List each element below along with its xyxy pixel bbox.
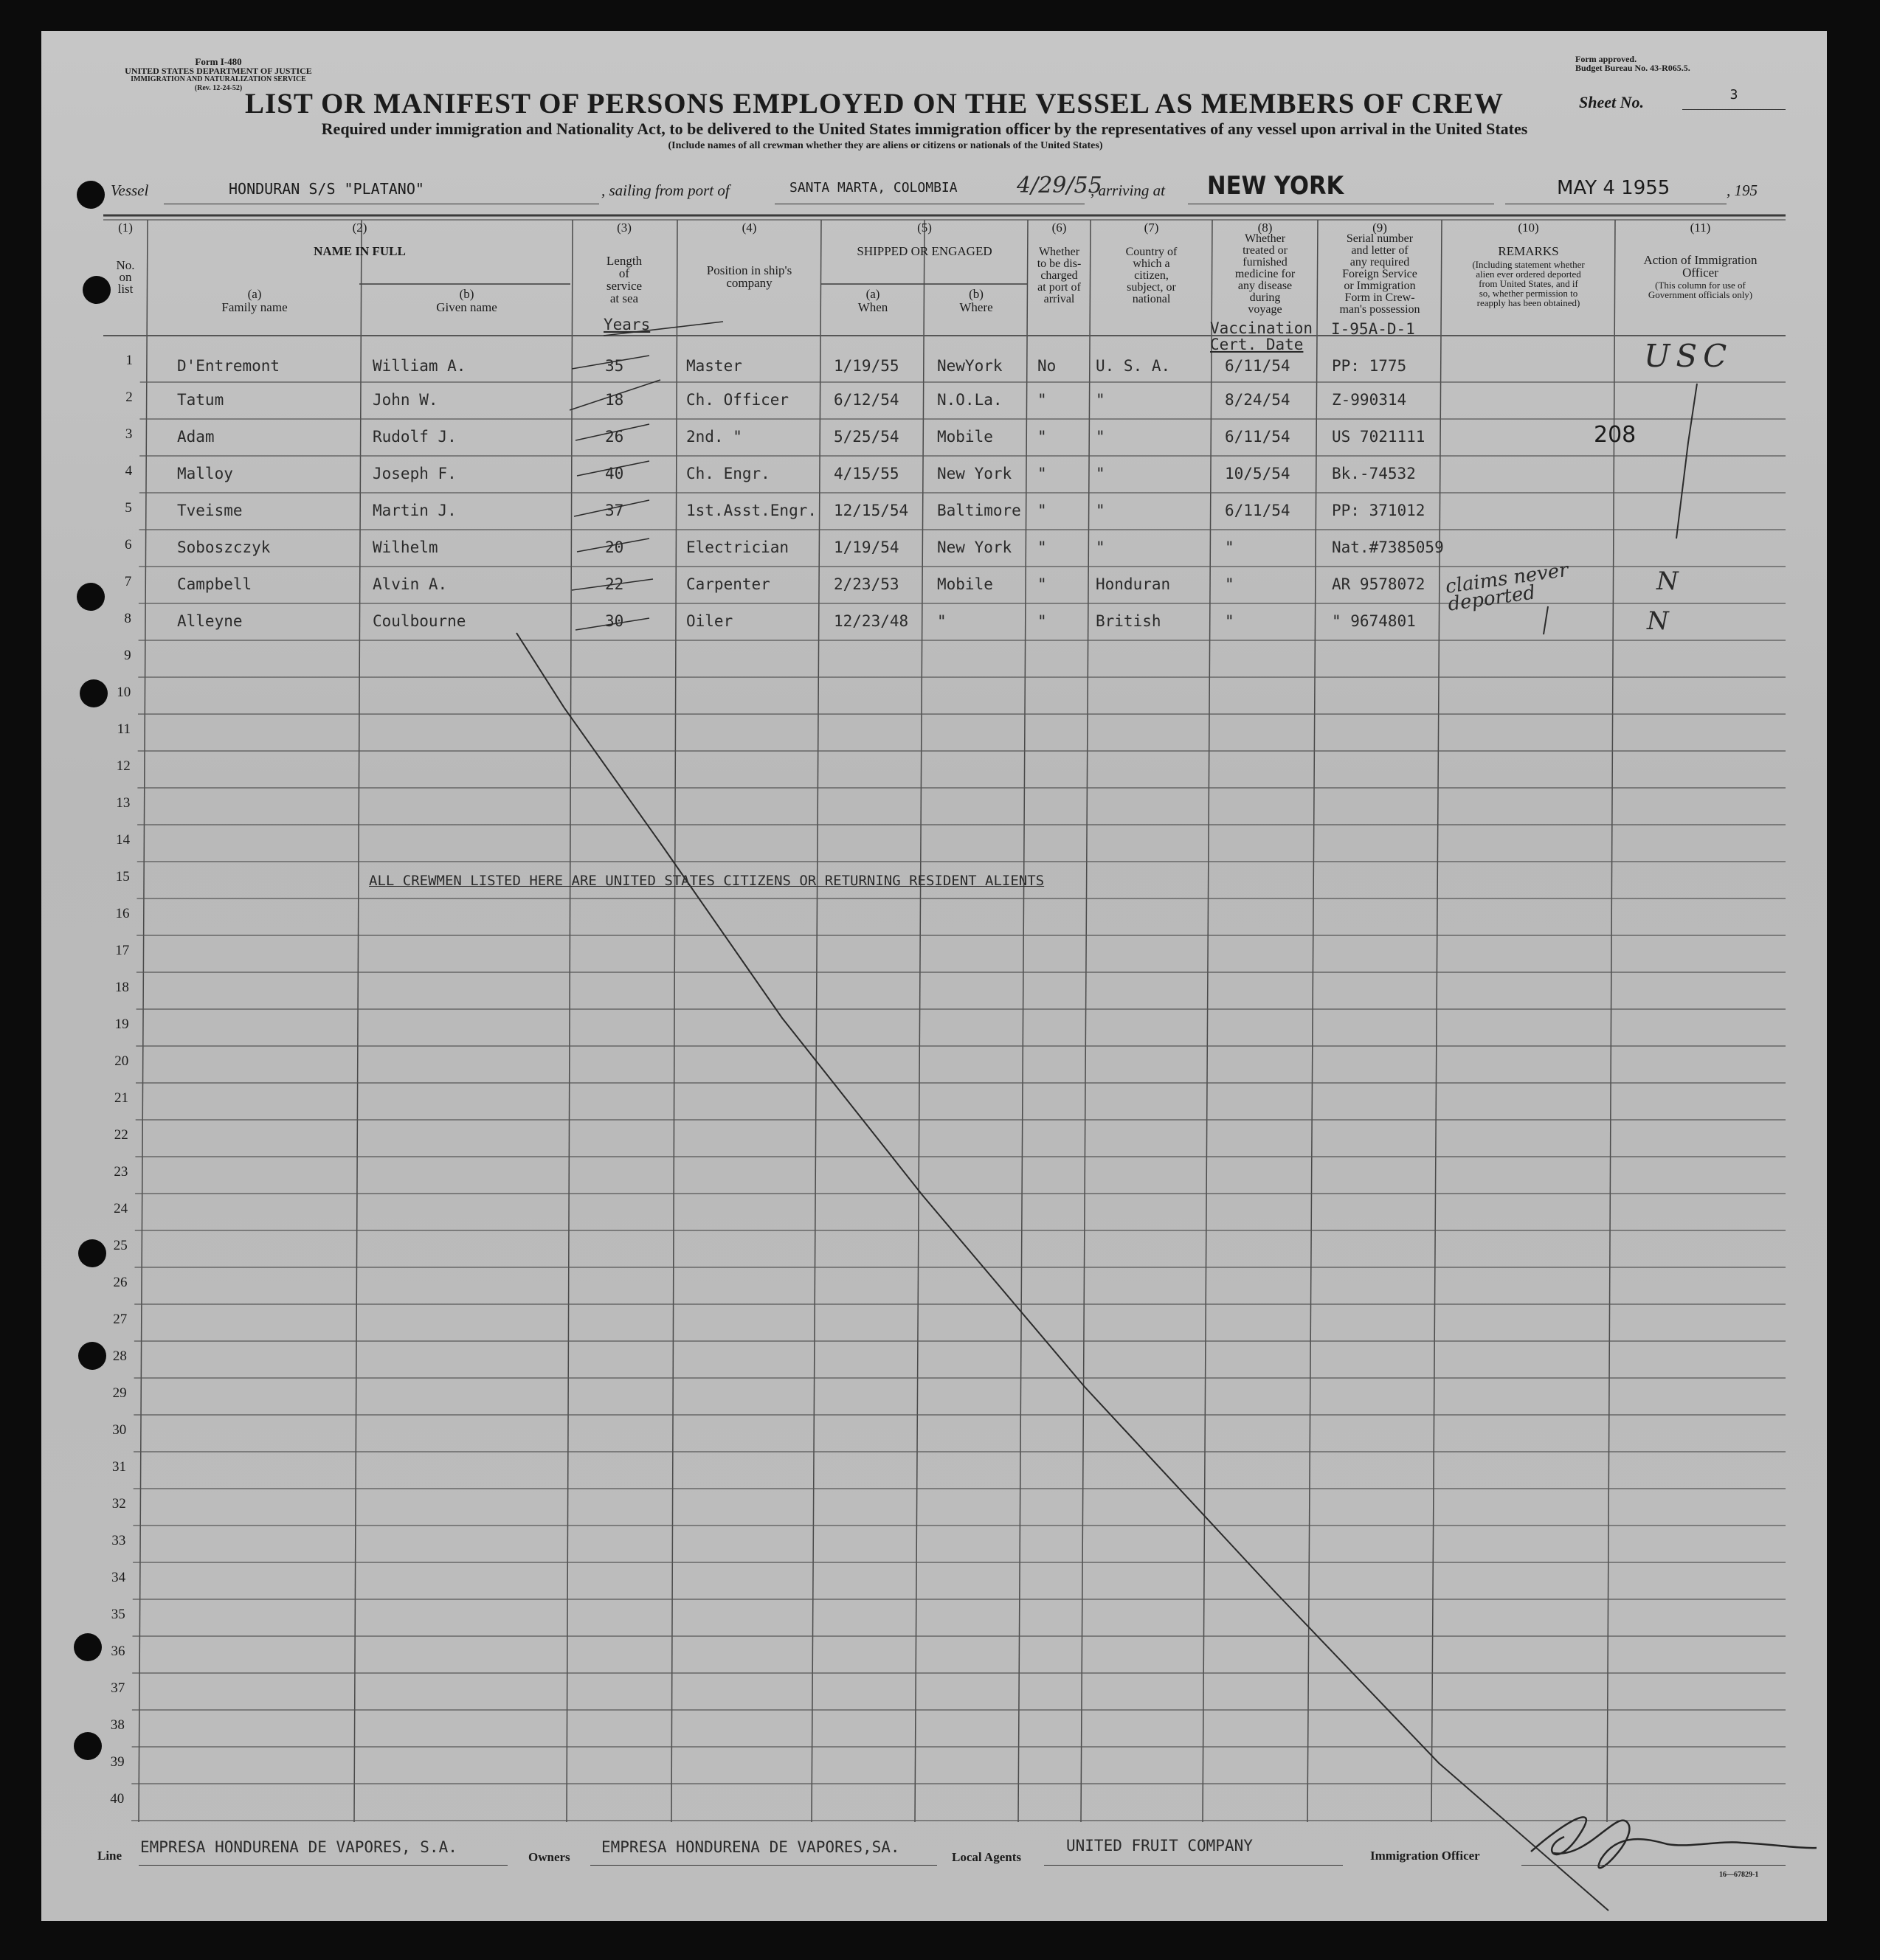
col10-note-line: so, whether permission to (1479, 288, 1578, 299)
col4-num: (4) (742, 221, 757, 235)
row-number: 26 (113, 1275, 128, 1290)
officer-underline (1521, 1865, 1786, 1866)
col6-line: charged (1040, 269, 1078, 282)
year-suffix: , 195 (1727, 181, 1758, 199)
col8-typed (1210, 320, 1313, 353)
col7-line: which a (1133, 257, 1170, 270)
row-number: 20 (114, 1053, 129, 1069)
cell-shipped-when: 4/15/55 (834, 465, 899, 482)
col11-num: (11) (1690, 221, 1711, 235)
cell-discharged: " (1037, 575, 1047, 593)
print-code: 16—67829-1 (1719, 1871, 1759, 1879)
col5-num: (5) (917, 221, 932, 235)
col9-line: Serial number (1346, 232, 1414, 245)
col10-note-line: reapply has been obtained) (1476, 297, 1580, 308)
sheet-no-value: 3 (1682, 87, 1786, 110)
cell-serial-number: Bk.-74532 (1332, 465, 1416, 482)
cell-serial-number: AR 9578072 (1332, 575, 1425, 593)
cell-vaccination-date: 6/11/54 (1225, 502, 1290, 519)
col6-line: arrival (1043, 293, 1075, 305)
row-number: 35 (111, 1607, 125, 1622)
cell-given-name: Wilhelm (373, 539, 438, 556)
budget-bureau-no: Budget Bureau No. 43-R065.5. (1575, 63, 1690, 73)
row-number: 30 (112, 1422, 127, 1438)
row-number: 22 (114, 1127, 128, 1143)
cell-years-service: 18 (605, 391, 624, 409)
cell-shipped-where: " (937, 612, 947, 630)
cell-country: Honduran (1096, 575, 1171, 593)
cell-years-service: 30 (605, 612, 624, 630)
remarks-bracket (1544, 606, 1548, 634)
col9-typed: I-95A-D-1 (1331, 320, 1415, 338)
line-label: Line (97, 1849, 122, 1863)
col8-line: any disease (1237, 280, 1293, 292)
col9-line: any required (1349, 256, 1410, 269)
arriving-at: NEW YORK (1207, 171, 1344, 201)
service: IMMIGRATION AND NATURALIZATION SERVICE (131, 75, 306, 83)
sailing-label: , sailing from port of (601, 181, 730, 199)
cell-country: " (1096, 539, 1105, 556)
row-number: 6 (125, 537, 132, 553)
cell-vaccination-date: " (1225, 575, 1234, 593)
col9-line: and letter of (1351, 244, 1409, 257)
agents-value: UNITED FRUIT COMPANY (1066, 1837, 1253, 1855)
arriving-label: , arriving at (1091, 181, 1165, 199)
row-number: 4 (125, 463, 133, 479)
cell-country: U. S. A. (1096, 357, 1171, 375)
col8-line: treated or (1243, 244, 1288, 257)
row-number: 2 (125, 389, 133, 405)
column-line (567, 220, 573, 1822)
col6-num: (6) (1051, 221, 1067, 235)
sailing-from: SANTA MARTA, COLOMBIA (789, 180, 958, 195)
officer-mark-row7: N (1656, 567, 1679, 596)
cell-years-service: 26 (605, 428, 624, 446)
cell-given-name: John W. (373, 391, 438, 409)
cell-family-name: Soboszczyk (177, 539, 271, 556)
col5-header: SHIPPED OR ENGAGED (857, 244, 992, 258)
col3-num: (3) (617, 221, 632, 235)
officer-check-stroke (1676, 384, 1697, 539)
cell-shipped-when: 12/15/54 (834, 502, 909, 519)
cell-years-service: 40 (605, 465, 624, 482)
col8-line: furnished (1243, 256, 1288, 269)
officer-signature (1531, 1817, 1817, 1868)
cell-vaccination-date: " (1225, 612, 1234, 630)
column-line (1307, 220, 1318, 1822)
cell-years-service: 20 (605, 539, 624, 556)
cell-family-name: Campbell (177, 575, 252, 593)
col10-num: (10) (1518, 221, 1539, 235)
row-number: 25 (113, 1238, 128, 1253)
col9-line: man's possession (1339, 303, 1420, 316)
row-number: 15 (115, 869, 130, 884)
col7-line: Country of (1125, 246, 1178, 258)
cell-discharged: " (1037, 612, 1047, 630)
cell-shipped-where: NewYork (937, 357, 1003, 375)
cell-position: Master (686, 357, 742, 375)
col7-num: (7) (1144, 221, 1159, 235)
cell-given-name: Coulbourne (373, 612, 466, 630)
cell-shipped-when: 1/19/55 (834, 357, 899, 375)
row-number: 9 (124, 648, 131, 663)
cell-serial-number: PP: 1775 (1332, 357, 1407, 375)
col9-header (1318, 233, 1442, 316)
col1-num: (1) (118, 221, 133, 235)
vessel-label: Vessel (111, 181, 149, 199)
cell-shipped-when: 5/25/54 (834, 428, 899, 446)
sailing-date-handwritten: 4/29/55 (1017, 173, 1102, 198)
row-number: 27 (113, 1312, 128, 1327)
citizens-statement: ALL CREWMEN LISTED HERE ARE UNITED STATES CITIZENS OR RETURNING RESIDENT ALIENTS (369, 873, 1045, 889)
row-number: 14 (116, 832, 131, 848)
col2-num: (2) (352, 221, 367, 235)
cell-shipped-where: Mobile (937, 575, 993, 593)
subtitle: Required under immigration and Nationality Act, to be delivered to the United States immigration officer by the representatives of any vessel upon arrival in the United States (321, 120, 1528, 138)
col11-header (1615, 254, 1786, 279)
col2-header: NAME IN FULL (314, 244, 406, 258)
cell-years-service: 35 (605, 357, 624, 375)
cell-country: " (1096, 465, 1105, 482)
row-number: 8 (124, 611, 131, 626)
col6-line: Whether (1038, 246, 1080, 258)
cell-vaccination-date: 10/5/54 (1225, 465, 1290, 482)
line-value: EMPRESA HONDURENA DE VAPORES, S.A. (140, 1838, 457, 1856)
row-number: 40 (110, 1791, 125, 1807)
cell-discharged: " (1037, 391, 1047, 409)
col6-header (1028, 246, 1091, 305)
col9-line: or Immigration (1344, 280, 1416, 292)
cell-shipped-where: New York (937, 539, 1012, 556)
col8-header (1212, 233, 1318, 316)
column-line (671, 220, 677, 1822)
row-number: 19 (114, 1017, 129, 1032)
col8-typed-line: Cert. Date (1210, 336, 1304, 353)
cell-shipped-where: Mobile (937, 428, 993, 446)
col1-line: No. (116, 258, 135, 272)
page-title: LIST OR MANIFEST OF PERSONS EMPLOYED ON THE VESSEL AS MEMBERS OF CREW (245, 88, 1504, 120)
cell-shipped-where: New York (937, 465, 1012, 482)
cell-years-service: 22 (605, 575, 624, 593)
cell-shipped-where: N.O.La. (937, 391, 1003, 409)
cell-discharged: " (1037, 428, 1047, 446)
col8-line: medicine for (1234, 268, 1296, 280)
col10-note-line: (Including statement whether (1472, 259, 1585, 270)
row-number: 16 (115, 906, 130, 921)
vessel-name: HONDURAN S/S "PLATANO" (229, 180, 424, 198)
row-number: 12 (116, 758, 131, 774)
col1-header (111, 260, 140, 295)
officer-mark-row8: N (1647, 606, 1669, 636)
col10-note-line: alien ever ordered deported (1476, 269, 1581, 280)
cell-given-name: Martin J. (373, 502, 457, 519)
cell-position: Ch. Officer (686, 391, 789, 409)
col9-line: Foreign Service (1342, 268, 1417, 280)
col5a-header: When (857, 300, 888, 314)
cell-position: 1st.Asst.Engr. (686, 502, 818, 519)
cell-country: " (1096, 502, 1105, 519)
agents-label: Local Agents (952, 1850, 1021, 1864)
row-number: 36 (111, 1644, 125, 1659)
cell-position: 2nd. " (686, 428, 742, 446)
cell-serial-number: US 7021111 (1332, 428, 1425, 446)
cell-years-service: 37 (605, 502, 624, 519)
cell-serial-number: PP: 371012 (1332, 502, 1425, 519)
cell-discharged: No (1037, 357, 1057, 375)
row-number: 32 (111, 1496, 126, 1511)
col1-line: list (117, 282, 134, 296)
cell-shipped-when: 6/12/54 (834, 391, 899, 409)
cell-given-name: Rudolf J. (373, 428, 457, 446)
col11-note-line: (This column for use of (1655, 280, 1746, 291)
col3-line: at sea (609, 291, 639, 305)
cell-given-name: Alvin A. (373, 575, 448, 593)
sheet-no-label: Sheet No. (1579, 93, 1644, 111)
include-note: (Include names of all crewman whether they are aliens or citizens or nationals of the United States) (668, 140, 1103, 151)
row-number: 29 (112, 1385, 127, 1401)
col6-line: at port of (1037, 281, 1081, 294)
col10-header: REMARKS (1498, 244, 1559, 258)
col11-line: Officer (1682, 266, 1718, 280)
arrival-date: MAY 4 1955 (1557, 177, 1670, 199)
stamp-208: 208 (1594, 422, 1637, 448)
row-number: 3 (125, 426, 133, 442)
revision: (Rev. 12-24-52) (194, 84, 243, 92)
row-number: 1 (125, 353, 133, 368)
col10-note (1442, 260, 1615, 308)
cell-position: Carpenter (686, 575, 770, 593)
column-line (1018, 220, 1028, 1822)
cell-given-name: Joseph F. (373, 465, 457, 482)
col3-header (573, 254, 676, 305)
column-line (139, 220, 148, 1822)
col4-header (677, 264, 821, 289)
row-number: 33 (111, 1533, 126, 1548)
col1-line: on (119, 270, 132, 284)
agents-underline (1044, 1865, 1343, 1866)
cell-shipped-when: 1/19/54 (834, 539, 899, 556)
row-number: 18 (114, 980, 129, 995)
column-line (1203, 220, 1212, 1822)
cell-position: Electrician (686, 539, 789, 556)
cell-discharged: " (1037, 539, 1047, 556)
row-number: 28 (112, 1348, 127, 1364)
cell-discharged: " (1037, 502, 1047, 519)
cell-country: British (1096, 612, 1161, 630)
cell-shipped-where: Baltimore (937, 502, 1021, 519)
col2b-num: (b) (459, 287, 474, 301)
column-lines (139, 220, 1615, 1822)
col8-typed-line: Vaccination (1210, 319, 1313, 337)
row-number: 24 (114, 1201, 128, 1216)
row-number: 31 (112, 1459, 126, 1475)
col8-line: voyage (1248, 303, 1282, 316)
col4-line: company (726, 276, 773, 290)
row-number: 17 (115, 943, 130, 958)
col5b-num: (b) (969, 287, 984, 301)
col7-line: subject, or (1127, 281, 1176, 294)
owners-label: Owners (528, 1850, 570, 1864)
cell-position: Ch. Engr. (686, 465, 770, 482)
row-number: 38 (110, 1717, 125, 1733)
col8-line: Whether (1244, 232, 1286, 245)
col5a-num: (a) (865, 287, 880, 301)
cell-vaccination-date: 8/24/54 (1225, 391, 1290, 409)
col4-line: Position in ship's (706, 263, 792, 277)
department: UNITED STATES DEPARTMENT OF JUSTICE (125, 66, 312, 76)
approval-line: Form approved. (1575, 54, 1637, 64)
col2a-num: (a) (247, 287, 262, 301)
column-line (812, 220, 821, 1822)
row-number: 37 (111, 1680, 125, 1696)
cell-vaccination-date: " (1225, 539, 1234, 556)
owners-underline (590, 1865, 937, 1866)
cell-given-name: William A. (373, 357, 466, 375)
col8-line: during (1249, 291, 1281, 304)
row-number: 21 (114, 1090, 128, 1106)
cell-country: " (1096, 428, 1105, 446)
cell-vaccination-date: 6/11/54 (1225, 428, 1290, 446)
col9-line: Form in Crew- (1344, 291, 1415, 304)
cell-shipped-when: 2/23/53 (834, 575, 899, 593)
cell-shipped-when: 12/23/48 (834, 612, 909, 630)
remarks-handwritten: claims never deported (1444, 558, 1570, 616)
officer-usc-handwritten: USC (1644, 338, 1733, 374)
col11-note-line: Government officials only) (1648, 289, 1753, 300)
cell-family-name: Malloy (177, 465, 233, 482)
row-number: 23 (114, 1164, 128, 1180)
cell-family-name: Adam (177, 428, 215, 446)
form-number: Form I-480 (195, 56, 242, 67)
cell-family-name: Tatum (177, 391, 224, 409)
officer-label: Immigration Officer (1370, 1849, 1480, 1863)
col3-line: of (618, 266, 630, 280)
col2b-header: Given name (436, 300, 497, 314)
column-line (1607, 220, 1615, 1822)
cell-vaccination-date: 6/11/54 (1225, 357, 1290, 375)
cell-country: " (1096, 391, 1105, 409)
column-line (354, 220, 362, 1822)
col5b-header: Where (959, 300, 993, 314)
col7-header (1091, 246, 1212, 305)
row-number: 10 (117, 685, 131, 700)
col10-note-line: from United States, and if (1479, 278, 1578, 289)
col6-line: to be dis- (1037, 257, 1082, 270)
col8-num: (8) (1257, 221, 1273, 235)
row-number: 34 (111, 1570, 126, 1585)
cell-discharged: " (1037, 465, 1047, 482)
column-line (1081, 220, 1091, 1822)
cell-family-name: Alleyne (177, 612, 243, 630)
row-number: 5 (125, 500, 132, 516)
col11-line: Action of Immigration (1643, 253, 1758, 267)
col3-line: service (606, 279, 643, 293)
col3-line: Length (606, 254, 643, 268)
col9-num: (9) (1372, 221, 1387, 235)
col11-note (1615, 280, 1786, 299)
column-line (1431, 220, 1442, 1822)
col7-line: national (1132, 293, 1171, 305)
cell-position: Oiler (686, 612, 733, 630)
cell-family-name: D'Entremont (177, 357, 280, 375)
col7-line: citizen, (1134, 269, 1169, 282)
row-number: 39 (110, 1754, 125, 1770)
cell-family-name: Tveisme (177, 502, 243, 519)
owners-value: EMPRESA HONDURENA DE VAPORES,SA. (601, 1838, 900, 1856)
cell-serial-number: Z-990314 (1332, 391, 1407, 409)
cell-serial-number: " 9674801 (1332, 612, 1416, 630)
row-number: 11 (117, 721, 131, 737)
line-underline (139, 1865, 508, 1866)
column-line (915, 220, 925, 1822)
row-number: 13 (116, 795, 131, 811)
row-number: 7 (124, 574, 132, 589)
cell-serial-number: Nat.#7385059 (1332, 539, 1444, 556)
col2a-header: Family name (221, 300, 288, 314)
col3-unit: Years (604, 316, 651, 333)
